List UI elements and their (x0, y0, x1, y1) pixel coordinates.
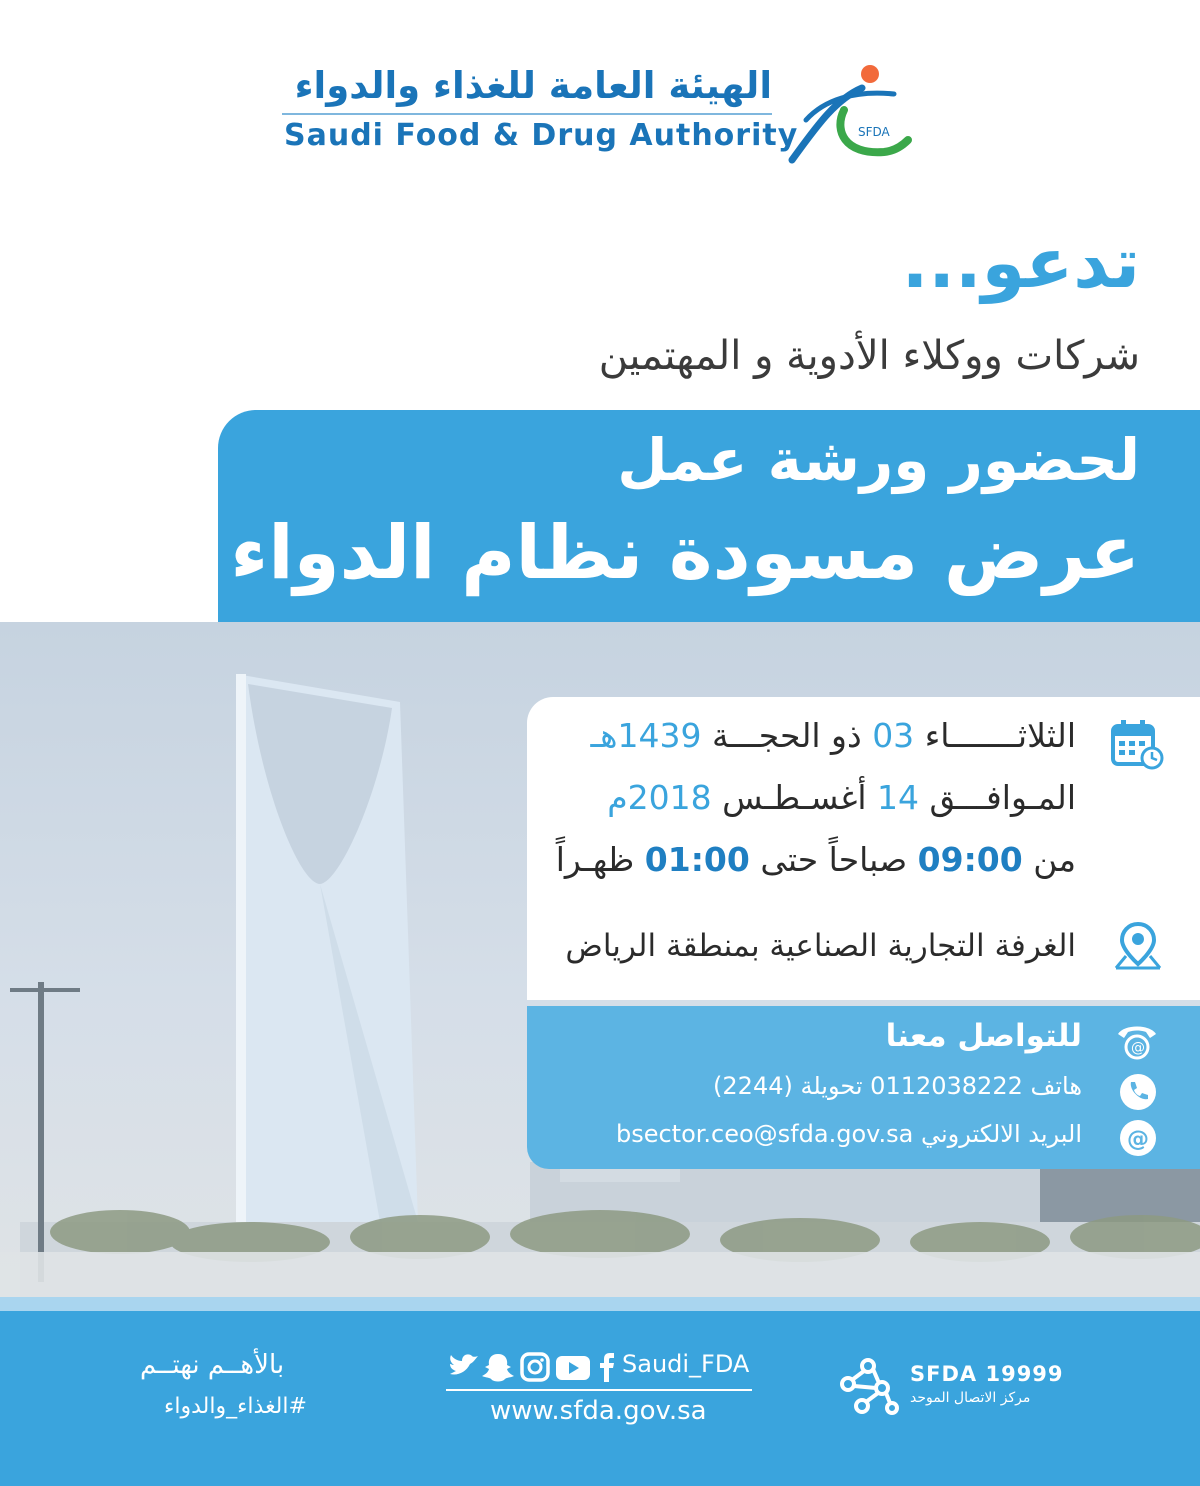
gregorian-label: المـوافـــق (929, 778, 1076, 817)
location-text: الغرفة التجارية الصناعية بمنطقة الرياض (565, 928, 1076, 964)
footer-divider (446, 1389, 752, 1391)
hijri-date-number: 03 (872, 716, 915, 755)
facebook-icon (600, 1353, 614, 1382)
logo-arabic-name: الهيئة العامة للغذاء والدواء (294, 64, 772, 107)
instagram-icon (522, 1354, 548, 1380)
location-pin-icon (1112, 920, 1164, 972)
footer-tagline: بالأهــم نهتــم (140, 1350, 285, 1380)
gregorian-day: 14 (877, 778, 919, 817)
gregorian-year: 2018 (627, 778, 712, 817)
hijri-day: الثلاثـــــــاء (924, 716, 1076, 755)
time-middle: صباحاً حتى (760, 840, 908, 879)
hijri-date-row (590, 716, 1076, 755)
twitter-icon (450, 1354, 478, 1374)
website-link[interactable]: www.sfda.gov.sa (490, 1396, 707, 1426)
logo-english-name: Saudi Food & Drug Authority (284, 118, 799, 153)
contact-email[interactable]: البريد الالكتروني bsector.ceo@sfda.gov.sa (615, 1120, 1082, 1148)
contact-phone[interactable]: هاتف 0112038222 تحويلة (2244) (713, 1072, 1082, 1100)
hotline-network-icon (838, 1356, 902, 1420)
footer-strip (0, 1297, 1200, 1311)
time-to-suffix: ظهـراً (555, 840, 635, 879)
social-handle[interactable]: Saudi_FDA (622, 1350, 750, 1378)
invitees-text: شركات ووكلاء الأدوية و المهتمين (598, 333, 1140, 379)
time-from: 09:00 (917, 840, 1023, 879)
contact-icon (1114, 1020, 1160, 1060)
hotline-caption: مركز الاتصال الموحد (910, 1390, 1031, 1406)
hotline-number[interactable]: SFDA 19999 (910, 1362, 1064, 1386)
social-icons-row (448, 1350, 620, 1384)
sfda-logo-icon (784, 60, 914, 170)
gregorian-month: أغسـطـس (722, 778, 867, 817)
hijri-year: 1439 (617, 716, 702, 755)
svg-text:@: @ (1131, 1040, 1145, 1056)
time-to: 01:00 (644, 840, 750, 879)
gregorian-date-row (607, 778, 1076, 817)
title-line-1: لحضور ورشة عمل (617, 426, 1140, 494)
phone-icon (1118, 1072, 1158, 1112)
snapchat-icon (482, 1354, 514, 1382)
youtube-icon (556, 1356, 590, 1380)
footer-hashtag[interactable]: #الغذاء_والدواء (164, 1394, 307, 1419)
gregorian-suffix: م (607, 778, 628, 817)
hijri-month: ذو الحجـــة (712, 716, 862, 755)
time-row (556, 840, 1076, 879)
contact-title: للتواصل معنا (885, 1018, 1082, 1054)
invite-heading: تدعو... (901, 222, 1140, 304)
email-icon (1118, 1118, 1158, 1158)
time-from-label: من (1033, 840, 1076, 879)
hijri-suffix: هـ (590, 716, 618, 755)
title-line-2: عرض مسودة نظام الدواء (230, 510, 1140, 596)
logo-mark-text: SFDA (858, 125, 890, 139)
svg-text:@: @ (1127, 1127, 1149, 1152)
logo-divider (282, 113, 772, 115)
calendar-icon (1110, 718, 1166, 772)
